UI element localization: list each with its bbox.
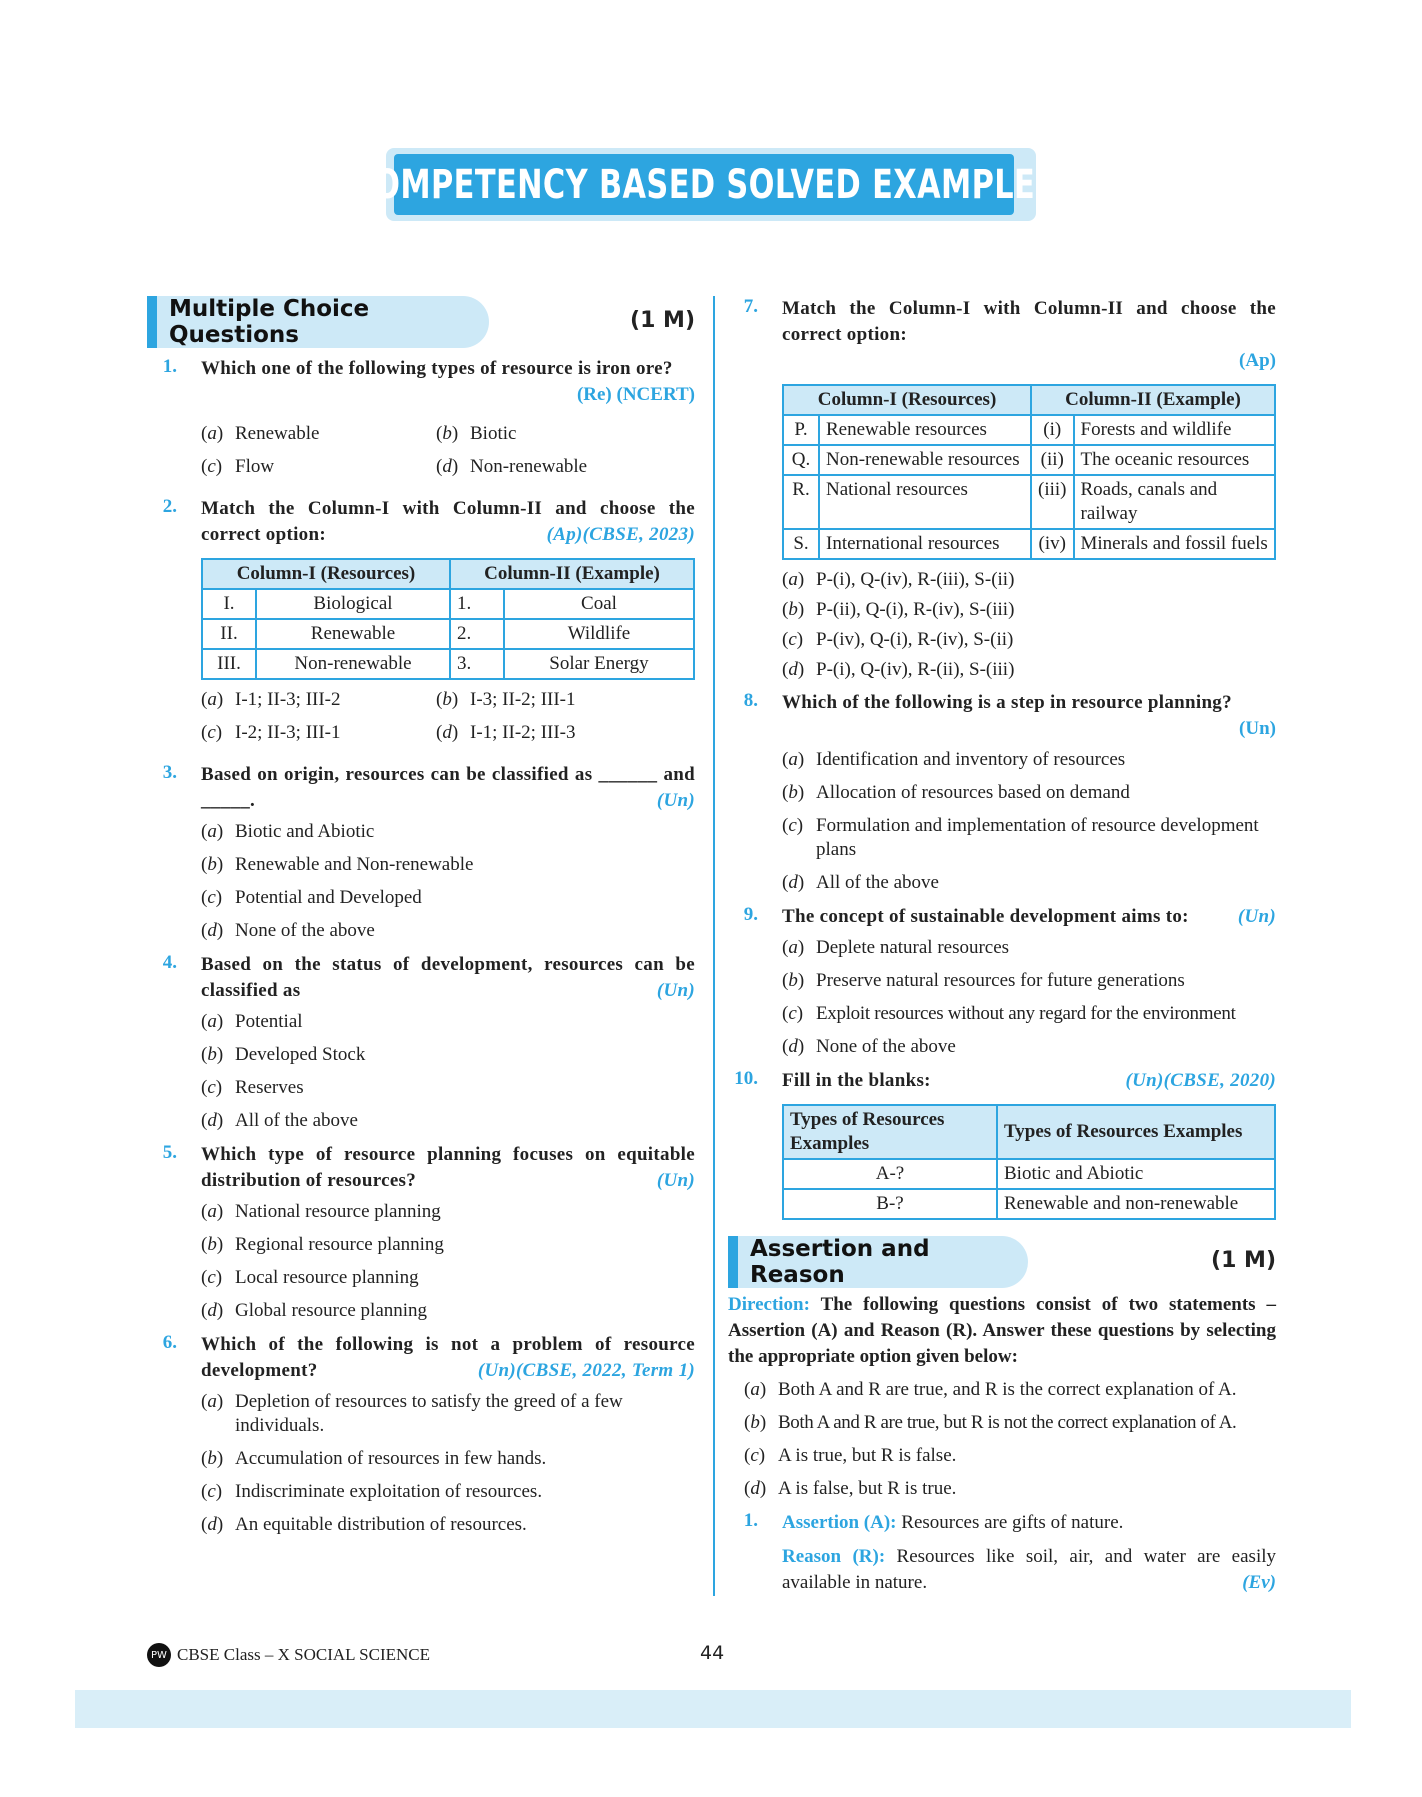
question-10 [728,1068,1276,1220]
footer [147,1643,430,1667]
question-text: Based on origin, resources can be classified as ______ and _____. (Un) [201,762,695,814]
question-tag: (Un) [1237,906,1276,927]
option-text: Allocation of resources based on demand [816,782,1130,803]
option-text: Global resource planning [235,1300,428,1321]
question-number: 8. [743,690,758,711]
direction-text: Direction: The following questions consist of two statements – Assertion (A) and Reason (R). Answer these questions by selecting the appropriate option given below: [728,1294,1276,1367]
question-number: 1. [743,1510,758,1531]
option-label: (a) [201,1201,224,1222]
question-text: Based on the status of development, resources can be classified as (Un) [201,952,695,1004]
option-label: (b) [201,854,224,875]
option-label: (b) [436,689,459,710]
question-number: 6. [162,1332,177,1353]
option-label: (c) [201,1267,223,1288]
option-label: (c) [201,887,223,908]
option-label: (b) [201,1234,224,1255]
option-text: P-(i), Q-(iv), R-(iii), S-(ii) [816,569,1015,590]
question-text: Which of the following is a step in resource planning? [782,692,1232,713]
option-text: An equitable distribution of resources. [235,1514,527,1535]
ar-section-header [728,1230,1276,1288]
question-text: Fill in the blanks: (Un)(CBSE, 2020) [782,1068,1276,1094]
option-label: (d) [744,1478,767,1499]
option-label: (c) [782,1003,804,1024]
option-label: (d) [436,456,459,477]
option-label: (b) [436,423,459,444]
table-header: Column-II (Example) [1031,385,1275,415]
option-label: (a) [201,423,224,444]
option-text: Potential [235,1011,303,1032]
question-number: 4. [162,952,177,973]
option-text: All of the above [816,872,939,893]
question-tag: (Un) [656,1170,695,1191]
question-number: 9. [743,904,758,925]
option-text: Regional resource planning [235,1234,444,1255]
table-row: R. National resources (iii) Roads, canals and railway [783,475,1275,529]
option-text: National resource planning [235,1201,441,1222]
option-text: Biotic and Abiotic [235,821,375,842]
option-text: Reserves [235,1077,304,1098]
question-tag: (Ap) [1239,350,1276,371]
option-label: (a) [782,569,805,590]
question-4 [147,952,695,1133]
section-marks: (1 M) [1211,1248,1276,1273]
question-tag: (Un) [1239,718,1276,739]
option-label: (b) [744,1412,767,1433]
question-tag: (Ap)(CBSE, 2023) [546,524,695,545]
option-text: P-(i), Q-(iv), R-(ii), S-(iii) [816,659,1015,680]
option-label: (c) [782,629,804,650]
option-label: (c) [201,456,223,477]
option-label: (a) [744,1379,767,1400]
option-text: A is false, but R is true. [778,1478,957,1499]
page-title: COMPETENCY BASED SOLVED EXAMPLES [351,161,1057,208]
question-tag: (Re) (NCERT) [576,384,695,405]
reason: Reason (R): Resources like soil, air, and water are easily available in nature. (Ev) [782,1544,1276,1596]
section-marks: (1 M) [630,308,695,333]
book-title: CBSE Class – X SOCIAL SCIENCE [177,1645,430,1664]
question-tag: (Ev) [1242,1572,1276,1593]
option-label: (d) [782,1036,805,1057]
section-title: Assertion and Reason [750,1236,930,1288]
question-5 [147,1142,695,1323]
option-text: Non-renewable [470,456,588,477]
question-text: Which type of resource planning focuses on equitable distribution of resources? (Un) [201,1142,695,1194]
option-label: (b) [782,599,805,620]
question-2 [147,496,695,754]
option-text: Flow [235,456,275,477]
table-row: II. Renewable 2. Wildlife [202,619,694,649]
option-text: Renewable and Non-renewable [235,854,474,875]
option-text: Exploit resources without any regard for the environment [816,1003,1236,1024]
question-number: 10. [734,1068,758,1089]
option-text: Both A and R are true, but R is not the correct explanation of A. [778,1412,1237,1433]
question-text: The concept of sustainable development aims to: (Un) [782,904,1276,930]
option-label: (a) [782,749,805,770]
option-label: (b) [201,1448,224,1469]
question-number: 2. [162,496,177,517]
option-text: P-(ii), Q-(i), R-(iv), S-(iii) [816,599,1015,620]
match-table [201,558,695,680]
option-label: (a) [201,1391,224,1412]
option-label: (d) [201,1514,224,1535]
publisher-logo: PW [147,1643,171,1667]
option-label: (b) [201,1044,224,1065]
option-label: (c) [744,1445,766,1466]
option-text: A is true, but R is false. [778,1445,957,1466]
section-title: Multiple Choice Questions [169,296,370,348]
option-label: (d) [436,722,459,743]
question-number: 7. [743,296,758,317]
option-text: Accumulation of resources in few hands. [235,1448,547,1469]
table-row: I. Biological 1. Coal [202,589,694,619]
option-label: (c) [201,1077,223,1098]
question-text: Which one of the following types of resource is iron ore? [201,358,673,379]
table-row: B-? Renewable and non-renewable [783,1189,1275,1219]
option-label: (d) [782,659,805,680]
option-label: (d) [201,920,224,941]
match-table [782,384,1276,560]
question-text: Which of the following is not a problem of resource development? (Un)(CBSE, 2022, Term 1) [201,1332,695,1384]
option-text: Developed Stock [235,1044,366,1065]
option-label: (c) [201,1481,223,1502]
option-label: (b) [782,782,805,803]
option-label: (d) [782,872,805,893]
option-text: I-3; II-2; III-1 [470,689,576,710]
question-9 [728,904,1276,1059]
option-label: (d) [201,1110,224,1131]
question-tag: (Un)(CBSE, 2022, Term 1) [477,1360,695,1381]
table-row: A-? Biotic and Abiotic [783,1159,1275,1189]
option-text: I-2; II-3; III-1 [235,722,341,743]
option-label: (a) [201,689,224,710]
question-1 [147,356,695,488]
table-header: Types of Resources Examples [997,1105,1275,1159]
option-text: Deplete natural resources [816,937,1010,958]
question-7 [728,296,1276,682]
page-number: 44 [700,1642,725,1664]
option-text: Biotic [470,423,517,444]
question-number: 3. [162,762,177,783]
bottom-band [75,1690,1351,1728]
question-text: Match the Column-I with Column-II and choose the correct option: [782,298,1276,345]
question-tag: (Un) [656,790,695,811]
table-header: Types of Resources Examples [783,1105,997,1159]
option-text: Potential and Developed [235,887,422,908]
table-row: S. International resources (iv) Minerals and fossil fuels [783,529,1275,559]
option-label: (c) [782,815,804,836]
ar-question-1 [728,1510,1276,1596]
right-column [728,296,1276,1596]
mcq-section-header [147,290,695,348]
option-text: Both A and R are true, and R is the correct explanation of A. [778,1379,1237,1400]
option-text: I-1; II-2; III-3 [470,722,576,743]
table-header: Column-I (Resources) [783,385,1031,415]
table-header: Column-I (Resources) [202,559,450,589]
option-text: None of the above [816,1036,956,1057]
table-row: P. Renewable resources (i) Forests and wildlife [783,415,1275,445]
title-banner [351,148,1057,221]
option-text: I-1; II-3; III-2 [235,689,341,710]
question-tag: (Un) [656,980,695,1001]
option-text: Formulation and implementation of resource development plans [816,815,1259,860]
question-number: 1. [162,356,177,377]
table-header: Column-II (Example) [450,559,694,589]
option-label: (c) [201,722,223,743]
option-label: (a) [201,821,224,842]
option-label: (a) [782,937,805,958]
question-text: Match the Column-I with Column-II and choose the correct option: (Ap)(CBSE, 2023) [201,496,695,548]
option-text: None of the above [235,920,375,941]
question-3 [147,762,695,943]
option-text: Preserve natural resources for future generations [816,970,1185,991]
question-tag: (Un)(CBSE, 2020) [1125,1070,1276,1091]
question-number: 5. [162,1142,177,1163]
option-text: Indiscriminate exploitation of resources. [235,1481,543,1502]
option-text: P-(iv), Q-(i), R-(iv), S-(ii) [816,629,1014,650]
table-row: III. Non-renewable 3. Solar Energy [202,649,694,679]
table-row: Q. Non-renewable resources (ii) The oceanic resources [783,445,1275,475]
left-column [147,290,695,1546]
option-label: (a) [201,1011,224,1032]
question-6 [147,1332,695,1537]
question-8 [728,690,1276,895]
option-text: All of the above [235,1110,358,1131]
option-label: (b) [782,970,805,991]
option-text: Depletion of resources to satisfy the greed of a few individuals. [235,1391,623,1436]
fill-table [782,1104,1276,1220]
option-text: Local resource planning [235,1267,419,1288]
option-text: Renewable [235,423,320,444]
column-divider [713,296,715,1596]
option-label: (d) [201,1300,224,1321]
option-text: Identification and inventory of resources [816,749,1126,770]
assertion: Assertion (A): Resources are gifts of nature. [782,1512,1124,1533]
